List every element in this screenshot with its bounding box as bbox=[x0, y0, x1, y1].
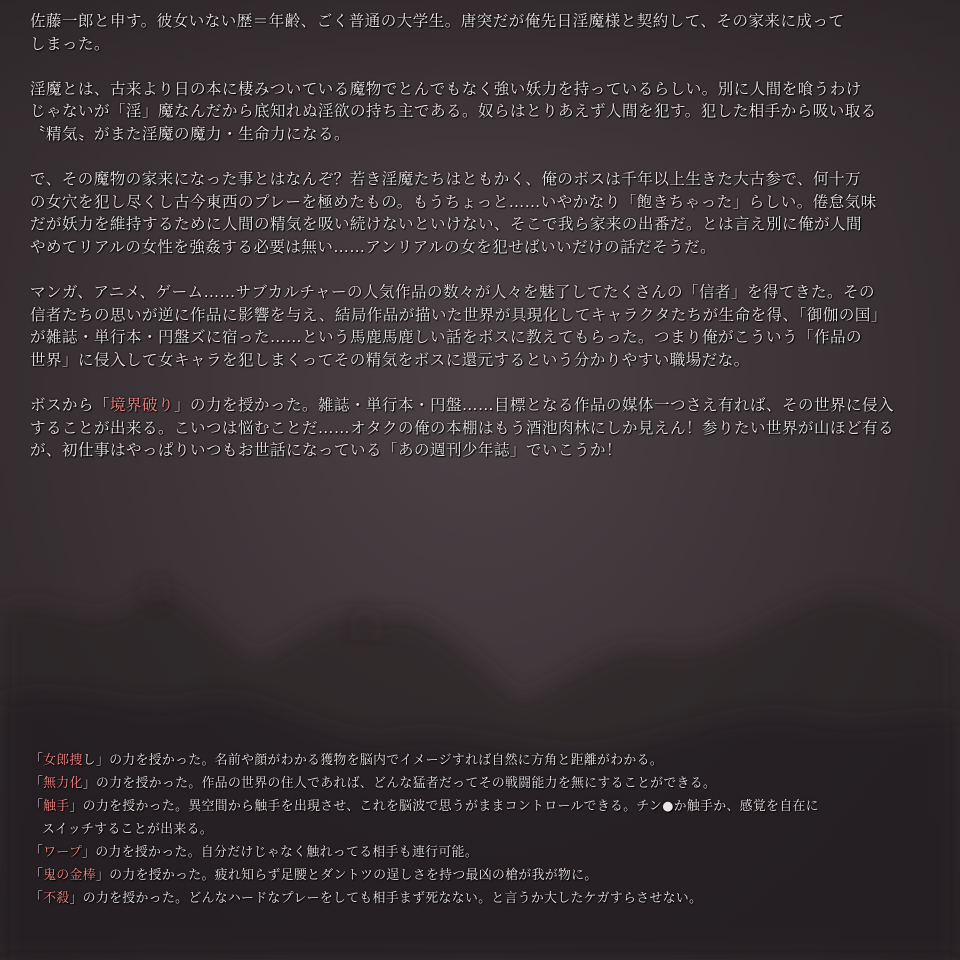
story-paragraph-1: 佐藤一郎と申す。彼女いない歴＝年齢、ごく普通の大学生。唐突だが俺先日淫魔様と契約して、その家来に成って しまった。 bbox=[30, 12, 845, 53]
power-item bbox=[30, 887, 930, 910]
power-item-continuation: スイッチすることが出来る。 bbox=[42, 822, 214, 837]
bracket: 「 bbox=[30, 776, 44, 791]
power-name: 触手 bbox=[43, 799, 70, 814]
bracket: 「 bbox=[30, 753, 44, 768]
powers-list bbox=[30, 749, 930, 910]
power-name: ワープ bbox=[43, 845, 83, 860]
bracket: 「 bbox=[30, 799, 44, 814]
story-paragraph-2: 淫魔とは、古来より日の本に棲みついている魔物でとんでもなく強い妖力を持っているらしい。別に人間を喰うわけ じゃないが「淫」魔なんだから底知れぬ淫欲の持ち主である。奴らはとりあえず人間を犯す。犯した相手から吸い取る 〝精気〟がまた淫魔の魔力・生命力になる。 bbox=[30, 79, 877, 143]
power-item bbox=[30, 749, 930, 772]
power-description: 」の力を授かった。疲れ知らず足腰とダントツの逞しさを持つ最凶の槍が我が物に。 bbox=[96, 868, 598, 883]
bracket: 「 bbox=[30, 845, 44, 860]
power-description: し」の力を授かった。名前や顔がわかる獲物を脳内でイメージすれば自然に方角と距離がわかる。 bbox=[82, 753, 664, 768]
bracket: 「 bbox=[30, 891, 44, 906]
power-name: 無力化 bbox=[43, 776, 83, 791]
bracket: 「 bbox=[30, 868, 44, 883]
text: 」の力を授かった。雑誌・単行本・円盤……目標となる作品の媒体一つさえ有れば、その世界に侵入 することが出来る。こいつは悩むことだ……オタクの俺の本棚はもう酒池肉林にしか見えん！参りたい世界が山ほど有る が、初仕事はやっぱりいつもお世話になっている「あの週刊少年誌」でいこうか！ bbox=[30, 396, 895, 460]
power-name: 不殺 bbox=[43, 891, 70, 906]
power-item bbox=[30, 772, 930, 795]
text: ボスから「 bbox=[30, 396, 111, 415]
power-item bbox=[30, 795, 930, 818]
story-text bbox=[30, 10, 955, 484]
story-paragraph-5 bbox=[30, 394, 955, 462]
power-description: 」の力を授かった。異空間から触手を出現させ、これを脳波で思うがままコントロールできる。チン●か触手か、感覚を自在に bbox=[69, 799, 819, 814]
power-name: 女郎捜 bbox=[43, 753, 83, 768]
power-name: 鬼の金棒 bbox=[43, 868, 96, 883]
power-description: 」の力を授かった。どんなハードなプレーをしても相手まず死なない。と言うか大したケガすらさせない。 bbox=[69, 891, 703, 906]
power-description: 」の力を授かった。作品の世界の住人であれば、どんな猛者だってその戦闘能力を無にすることができる。 bbox=[82, 776, 717, 791]
power-item bbox=[30, 864, 930, 887]
highlight-boundary-break: 境界破り bbox=[110, 396, 175, 415]
power-item bbox=[30, 841, 930, 864]
power-description: 」の力を授かった。自分だけじゃなく触れってる相手も連行可能。 bbox=[82, 845, 479, 860]
story-paragraph-3: で、その魔物の家来になった事とはなんぞ？若き淫魔たちはともかく、俺のボスは千年以上生きた大古参で、何十万 の女穴を犯し尽くし古今東西のプレーを極めたもの。もうちょっと……いやかなり「飽きちゃった」らしい。倦怠気味 だが妖力を維持するために人間の精気を吸い続けないといけない、そこで我ら家来の出番だ。とは言え別に俺が人間 やめてリアルの女性を強姦する必要は無い……アンリアルの女を犯せばいいだけの話だそうだ。 bbox=[30, 170, 877, 256]
story-paragraph-4: マンガ、アニメ、ゲーム……サブカルチャーの人気作品の数々が人々を魅了してたくさんの「信者」を得てきた。その 信者たちの思いが逆に作品に影響を与え、結局作品が描いた世界が具現化してキャラクタたちが生命を得、「御伽の国」 が雑誌・単行本・円盤ズに宿った……という馬鹿馬鹿しい話をボスに教えてもらった。つまり俺がこういう「作品の 世界」に侵入して女キャラを犯しまくってその精気をボスに還元するという分かりやすい職場だな。 bbox=[30, 283, 887, 369]
